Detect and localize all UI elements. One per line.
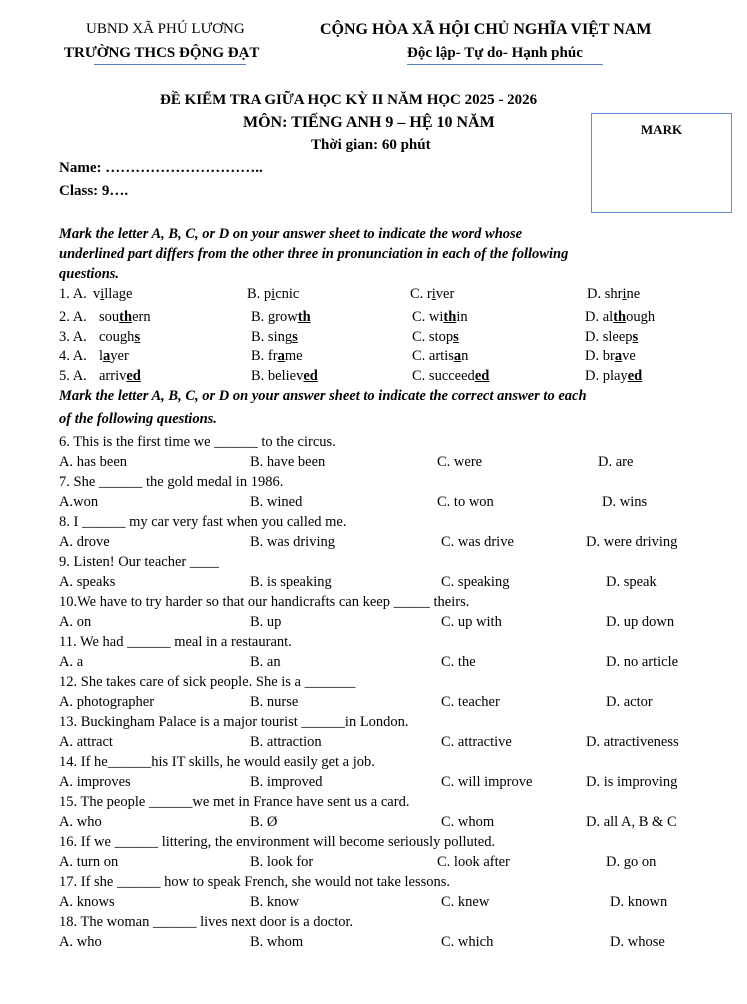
question-7-option-b[interactable]: B. wined — [250, 494, 303, 510]
question-9-option-a[interactable]: A. speaks — [59, 574, 116, 590]
pron-2-option-c: C. within — [412, 309, 468, 325]
question-6-stem: 6. This is the first time we ______ to the circus. — [59, 434, 336, 450]
mark-box — [591, 113, 732, 213]
question-7-option-a[interactable]: A.won — [59, 494, 99, 510]
pron-5-option-b: B. believed — [251, 368, 318, 384]
pron-1-option-b: B. picnic — [247, 286, 300, 302]
directions-2-line-2: of the following questions. — [59, 411, 217, 427]
question-18-option-a[interactable]: A. who — [59, 934, 102, 950]
question-7-stem: 7. She ______ the gold medal in 1986. — [59, 474, 284, 490]
question-16-option-c[interactable]: C. look after — [437, 854, 510, 870]
pron-4-option-d: D. brave — [585, 348, 636, 364]
question-14-option-c[interactable]: C. will improve — [441, 774, 533, 790]
question-14-option-b[interactable]: B. improved — [250, 774, 323, 790]
question-14-option-a[interactable]: A. improves — [59, 774, 131, 790]
student-name-field: Name: ………………………….. — [59, 160, 263, 176]
question-6-option-c[interactable]: C. were — [437, 454, 483, 470]
question-6-option-b[interactable]: B. have been — [250, 454, 326, 470]
question-9-option-d[interactable]: D. speak — [606, 574, 657, 590]
question-13-option-a[interactable]: A. attract — [59, 734, 113, 750]
question-11-option-c[interactable]: C. the — [441, 654, 476, 670]
question-12-stem: 12. She takes care of sick people. She is a _______ — [59, 674, 356, 690]
pron-5-option-a: arrived — [99, 368, 141, 384]
question-11-stem: 11. We had ______ meal in a restaurant. — [59, 634, 292, 650]
question-12-option-b[interactable]: B. nurse — [250, 694, 299, 710]
district-name: UBND XÃ PHÚ LƯƠNG — [86, 21, 245, 37]
pron-4-number: 4. A. — [59, 348, 87, 364]
subject-title: MÔN: TIẾNG ANH 9 – HỆ 10 NĂM — [243, 114, 495, 131]
question-9-option-c[interactable]: C. speaking — [441, 574, 510, 590]
pron-3-number: 3. A. — [59, 329, 87, 345]
question-16-option-d[interactable]: D. go on — [606, 854, 657, 870]
pron-2-option-b: B. growth — [251, 309, 311, 325]
directions-1-line-2: underlined part differs from the other three in pronunciation in each of the following — [59, 246, 569, 262]
question-15-option-a[interactable]: A. who — [59, 814, 102, 830]
pron-2-option-a: southern — [99, 309, 151, 325]
question-7-option-c[interactable]: C. to won — [437, 494, 494, 510]
pron-3-option-a: coughs — [99, 329, 141, 345]
pron-1-option-c: C. river — [410, 286, 455, 302]
pron-3-option-b: B. sings — [251, 329, 298, 345]
question-17-option-c[interactable]: C. knew — [441, 894, 490, 910]
question-10-option-c[interactable]: C. up with — [441, 614, 502, 630]
school-name: TRƯỜNG THCS ĐỘNG ĐẠT — [64, 45, 260, 61]
question-13-stem: 13. Buckingham Palace is a major tourist ______in London. — [59, 714, 409, 730]
pron-2-option-d: D. although — [585, 309, 656, 325]
question-6-option-d[interactable]: D. are — [598, 454, 634, 470]
question-18-option-b[interactable]: B. whom — [250, 934, 304, 950]
question-17-stem: 17. If she ______ how to speak French, she would not take lessons. — [59, 874, 451, 890]
question-8-stem: 8. I ______ my car very fast when you called me. — [59, 514, 347, 530]
question-8-option-a[interactable]: A. drove — [59, 534, 110, 550]
question-10-option-d[interactable]: D. up down — [606, 614, 675, 630]
time-title: Thời gian: 60 phút — [311, 137, 431, 153]
student-class-field: Class: 9…. — [59, 183, 129, 199]
pron-4-option-b: B. frame — [251, 348, 303, 364]
exam-title: ĐỀ KIỂM TRA GIỮA HỌC KỲ II NĂM HỌC 2025 - 2026 — [160, 92, 538, 108]
question-18-option-c[interactable]: C. which — [441, 934, 494, 950]
question-18-stem: 18. The woman ______ lives next door is a doctor. — [59, 914, 354, 930]
question-7-option-d[interactable]: D. wins — [602, 494, 648, 510]
pron-4-option-a: layer — [99, 348, 129, 364]
question-17-option-d[interactable]: D. known — [610, 894, 668, 910]
motto-underline — [407, 64, 603, 65]
question-6-option-a[interactable]: A. has been — [59, 454, 128, 470]
pron-3-option-c: C. stops — [412, 329, 459, 345]
question-15-option-c[interactable]: C. whom — [441, 814, 495, 830]
question-16-stem: 16. If we ______ littering, the environment will become seriously polluted. — [59, 834, 496, 850]
question-9-option-b[interactable]: B. is speaking — [250, 574, 332, 590]
pron-2-number: 2. A. — [59, 309, 87, 325]
question-16-option-b[interactable]: B. look for — [250, 854, 314, 870]
motto: Độc lập- Tự do- Hạnh phúc — [407, 45, 583, 61]
question-11-option-a[interactable]: A. a — [59, 654, 84, 670]
pron-1-option-a: village — [93, 286, 133, 302]
question-14-stem: 14. If he______his IT skills, he would easily get a job. — [59, 754, 375, 770]
question-17-option-b[interactable]: B. know — [250, 894, 300, 910]
question-15-option-d[interactable]: D. all A, B & C — [586, 814, 677, 830]
question-8-option-d[interactable]: D. were driving — [586, 534, 678, 550]
directions-2-line-1: Mark the letter A, B, C, or D on your answer sheet to indicate the correct answer to each — [59, 388, 587, 404]
pron-5-option-d: D. played — [585, 368, 643, 384]
question-12-option-d[interactable]: D. actor — [606, 694, 653, 710]
question-13-option-b[interactable]: B. attraction — [250, 734, 322, 750]
pron-5-number: 5. A. — [59, 368, 87, 384]
question-11-option-b[interactable]: B. an — [250, 654, 281, 670]
question-18-option-d[interactable]: D. whose — [610, 934, 665, 950]
question-15-option-b[interactable]: B. Ø — [250, 814, 278, 830]
country-name: CỘNG HÒA XÃ HỘI CHỦ NGHĨA VIỆT NAM — [320, 21, 652, 38]
question-16-option-a[interactable]: A. turn on — [59, 854, 119, 870]
question-17-option-a[interactable]: A. knows — [59, 894, 115, 910]
question-12-option-c[interactable]: C. teacher — [441, 694, 500, 710]
question-10-option-a[interactable]: A. on — [59, 614, 92, 630]
question-14-option-d[interactable]: D. is improving — [586, 774, 678, 790]
directions-1-line-3: questions. — [59, 266, 120, 282]
question-10-stem: 10.We have to try harder so that our handicrafts can keep _____ theirs. — [59, 594, 470, 610]
pron-4-option-c: C. artisan — [412, 348, 469, 364]
pron-1-number: 1. A. — [59, 286, 87, 302]
school-underline — [94, 64, 246, 65]
pron-1-option-d: D. shrine — [587, 286, 641, 302]
question-8-option-b[interactable]: B. was driving — [250, 534, 335, 550]
question-10-option-b[interactable]: B. up — [250, 614, 282, 630]
mark-label: MARK — [640, 122, 683, 137]
question-12-option-a[interactable]: A. photographer — [59, 694, 155, 710]
question-8-option-c[interactable]: C. was drive — [441, 534, 514, 550]
directions-1-line-1: Mark the letter A, B, C, or D on your answer sheet to indicate the word whose — [59, 226, 523, 242]
question-13-option-c[interactable]: C. attractive — [441, 734, 512, 750]
question-9-stem: 9. Listen! Our teacher ____ — [59, 554, 219, 570]
question-11-option-d[interactable]: D. no article — [606, 654, 679, 670]
pron-3-option-d: D. sleeps — [585, 329, 639, 345]
question-15-stem: 15. The people ______we met in France have sent us a card. — [59, 794, 410, 810]
question-13-option-d[interactable]: D. atractiveness — [586, 734, 679, 750]
pron-5-option-c: C. succeeded — [412, 368, 490, 384]
